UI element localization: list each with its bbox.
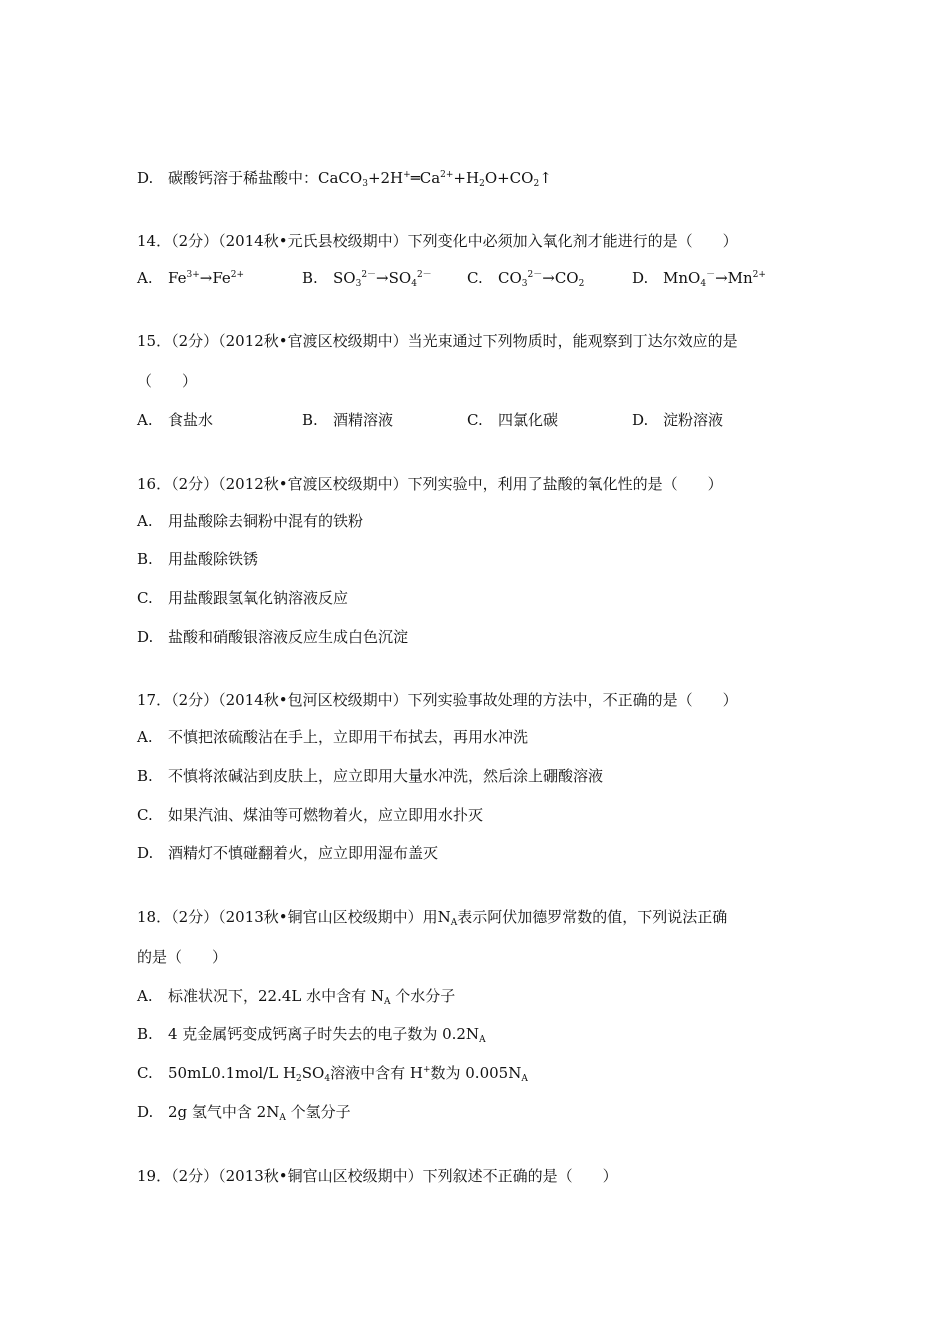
q17-option-a [137,727,528,747]
option-text: 标准状况下，22.4L 水中含有 $N_A$ 个水分子 [168,987,456,1007]
option-label: A. [137,269,153,287]
option-label: C. [467,411,483,429]
q17-option-d [137,843,438,863]
q14-option-d [632,268,766,288]
option-text: 如果汽油、煤油等可燃物着火，应立即用水扑灭 [168,806,484,824]
q14-option-a [137,268,244,288]
q16-stem: 16．（2分）（2012秋•官渡区校级期中）下列实验中，利用了盐酸的氧化性的是（ ） [137,475,723,493]
q16-option-d [137,627,408,647]
q15-stem-cont: （ ） [137,372,198,390]
q15-stem: 15．（2分）（2012秋•官渡区校级期中）当光束通过下列物质时，能观察到丁达尔效应的是 [137,332,738,350]
option-label: D. [137,169,154,187]
q15-option-b [302,410,393,430]
option-text: 用盐酸跟氢氧化钠溶液反应 [168,589,349,607]
option-text: 不慎将浓碱沾到皮肤上，应立即用大量水冲洗，然后涂上硼酸溶液 [168,767,604,785]
option-label: D. [137,844,154,862]
option-text: 用盐酸除铁锈 [168,550,259,568]
option-text: 碳酸钙溶于稀盐酸中：$CaCO_3+2H^+═Ca^{2+}+H_2O+CO_2↑$ [168,169,552,189]
q14-option-b [302,268,432,288]
q14-option-c [467,268,584,288]
q16-option-c [137,588,348,608]
q18-stem-cont: 的是（ ） [137,948,228,966]
q16-option-b [137,549,258,569]
option-label: D. [137,628,154,646]
q18-option-b [137,1024,486,1044]
option-text: 2g 氢气中含 $2N_A$ 个氢分子 [168,1103,351,1123]
option-text: $CO_3^{2-}\to CO_2$ [498,269,585,289]
option-label: C. [137,806,153,824]
option-label: C. [137,1064,153,1082]
option-text: $Fe^{3+}\to Fe^{2+}$ [168,269,245,287]
q17-option-b [137,766,603,786]
q18-option-c [137,1063,528,1083]
option-label: A. [137,411,153,429]
q14-stem: 14．（2分）（2014秋•元氏县校级期中）下列变化中必须加入氧化剂才能进行的是（ ） [137,232,738,250]
option-text: 酒精溶液 [333,411,394,429]
option-text: 食盐水 [168,411,214,429]
q15-option-d [632,410,723,430]
q18-option-d [137,1102,351,1122]
option-label: A. [137,512,153,530]
option-text: 四氯化碳 [498,411,559,429]
option-label: A. [137,728,153,746]
q18-option-a [137,986,455,1006]
q16-option-a [137,511,363,531]
q15-option-c [467,410,558,430]
q18-stem: 18．（2分）（2013秋•铜官山区校级期中）用$N_A$表示阿伏加德罗常数的值，下列说法正确 [137,908,728,928]
option-label: B. [137,550,153,568]
option-label: B. [302,269,318,287]
option-label: D. [632,411,649,429]
option-label: C. [137,589,153,607]
option-label: D. [632,269,649,287]
q19-stem: 19．（2分）（2013秋•铜官山区校级期中）下列叙述不正确的是（ ） [137,1167,618,1185]
q13-option-d [137,168,552,188]
option-text: 用盐酸除去铜粉中混有的铁粉 [168,512,364,530]
q17-option-c [137,805,483,825]
q17-stem: 17．（2分）（2014秋•包河区校级期中）下列实验事故处理的方法中，不正确的是（ ） [137,691,738,709]
option-label: C. [467,269,483,287]
option-text: $SO_3^{2-}\to SO_4^{2-}$ [333,269,432,289]
option-label: B. [302,411,318,429]
option-label: B. [137,767,153,785]
option-label: A. [137,987,153,1005]
option-text: 盐酸和硝酸银溶液反应生成白色沉淀 [168,628,409,646]
option-label: B. [137,1025,153,1043]
option-label: D. [137,1103,154,1121]
option-text: 淀粉溶液 [663,411,724,429]
q15-option-a [137,410,213,430]
option-text: $MnO_4^-\to Mn^{2+}$ [663,269,766,289]
option-text: 50mL0.1mol/L $H_2SO_4$溶液中含有 H+数为 $0.005N_A$ [168,1064,528,1084]
option-text: 4 克金属钙变成钙离子时失去的电子数为 $0.2N_A$ [168,1025,486,1045]
option-text: 酒精灯不慎碰翻着火，应立即用湿布盖灭 [168,844,439,862]
option-text: 不慎把浓硫酸沾在手上，立即用干布拭去，再用水冲洗 [168,728,529,746]
